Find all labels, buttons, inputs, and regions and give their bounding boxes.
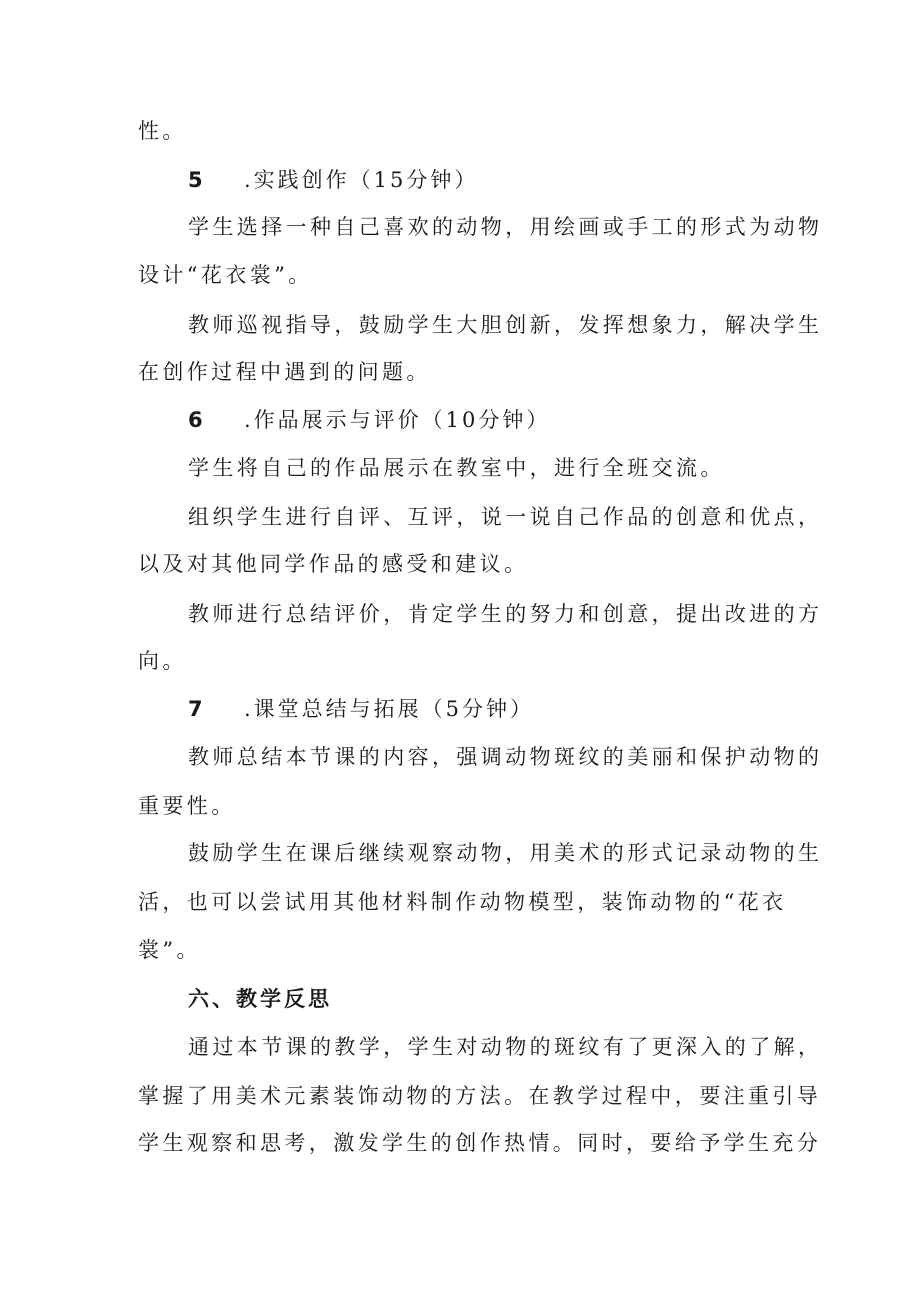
step-number: 7: [188, 697, 203, 721]
paragraph-line: 教师进行总结评价，肯定学生的努力和创意，提出改进的方: [188, 602, 823, 626]
step-number: 6: [188, 408, 203, 432]
paragraph-line: 学生观察和思考，激发学生的创作热情。同时，要给予学生充分: [138, 1131, 822, 1155]
paragraph-line: 在创作过程中遇到的问题。: [138, 360, 431, 384]
paragraph-line: 教师总结本节课的内容，强调动物斑纹的美丽和保护动物的: [188, 745, 823, 769]
paragraph-line: 教师巡视指导，鼓励学生大胆创新，发挥想象力，解决学生: [188, 313, 823, 337]
step-number: 5: [188, 168, 203, 192]
step-heading: .作品展示与评价（10分钟）: [244, 408, 551, 432]
step-heading: .实践创作（15分钟）: [244, 168, 479, 192]
section-title: 六、教学反思: [188, 987, 332, 1011]
paragraph-line: 组织学生进行自评、互评，说一说自己作品的创意和优点，: [188, 505, 823, 529]
paragraph-line: 向。: [138, 649, 187, 673]
paragraph-line: 设计“花衣裳”。: [138, 263, 313, 287]
paragraph-line: 以及对其他同学作品的感受和建议。: [138, 552, 529, 576]
paragraph-line: 通过本节课的教学，学生对动物的斑纹有了更深入的了解，: [188, 1035, 823, 1059]
paragraph-line: 裳”。: [138, 938, 201, 962]
paragraph-line: 学生将自己的作品展示在教室中，进行全班交流。: [188, 456, 725, 480]
paragraph-line: 学生选择一种自己喜欢的动物，用绘画或手工的形式为动物: [188, 215, 823, 239]
paragraph-line: 重要性。: [138, 794, 236, 818]
paragraph-line: 掌握了用美术元素装饰动物的方法。在教学过程中，要注重引导: [138, 1084, 822, 1108]
step-heading: .课堂总结与拓展（5分钟）: [244, 697, 535, 721]
paragraph-line: 性。: [138, 119, 187, 143]
paragraph-line: 活，也可以尝试用其他材料制作动物模型，装饰动物的“花衣: [138, 890, 787, 914]
paragraph-line: 鼓励学生在课后继续观察动物，用美术的形式记录动物的生: [188, 841, 823, 865]
